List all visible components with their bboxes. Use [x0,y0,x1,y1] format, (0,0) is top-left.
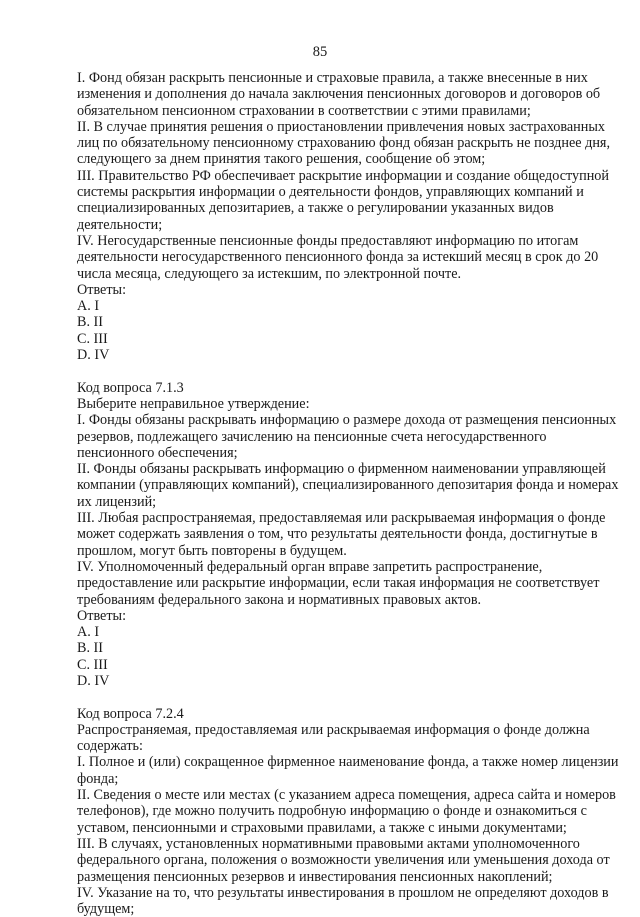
text-line: A. I [77,624,100,641]
text-line: Ответы: [77,281,127,298]
question-block [77,379,619,690]
text-line: деятельности; [77,216,163,233]
text-line: III. В случаях, установленных нормативными правовыми актами уполномоченного [77,835,580,852]
text-line: требованиям федерального закона и нормативных правовых актов. [77,591,482,608]
text-line: изменения и дополнения до начала заключения пенсионных договоров и договоров об [77,86,601,103]
text-line: резервов, подлежащего зачислению на пенсионные счета негосударственного [77,428,547,445]
text-line: федерального органа, положения о возможности увеличения или уменьшения дохода от [77,852,610,869]
text-line: уставом, пенсионными и страховыми правилами, а также с иными документами; [77,819,567,836]
text-line: A. I [77,298,100,315]
text-line: III. Правительство РФ обеспечивает раскрытие информации и создание общедоступной [77,167,609,184]
text-line: обязательном пенсионном страховании в соответствии с этими правилами; [77,102,531,119]
text-line: Код вопроса 7.1.3 [77,379,184,396]
text-line: IV. Указание на то, что результаты инвестирования в прошлом не определяют доходов в [77,884,609,901]
text-line: Ответы: [77,607,127,624]
text-line: D. IV [77,672,110,689]
document-body [77,70,619,917]
text-line: прошлом, могут быть повторены в будущем. [77,542,347,559]
text-line: содержать: [77,738,143,755]
text-line: Код вопроса 7.2.4 [77,705,184,722]
block-gap [77,689,577,705]
text-line: специализированных депозитариев, а также о регулировании указанных видов [77,200,554,217]
text-line: лиц по обязательному пенсионному страхованию фонд обязан раскрыть не позднее дня, [77,135,610,152]
text-line: II. Фонды обязаны раскрывать информацию о фирменном наименовании управляющей [77,461,606,478]
text-line: IV. Негосударственные пенсионные фонды предоставляют информацию по итогам [77,232,579,249]
question-block [77,705,619,917]
text-line: I. Полное и (или) сокращенное фирменное наименование фонда, а также номер лицензии [77,754,619,771]
text-line: III. Любая распространяемая, предоставляемая или раскрываемая информация о фонде [77,510,606,527]
text-line: системы раскрытия информации о деятельности фондов, управляющих компаний и [77,184,584,201]
text-line: будущем; [77,901,135,917]
text-line: их лицензий; [77,493,157,510]
text-line: телефонов), где можно получить подробную информацию о фонде и ознакомиться с [77,803,587,820]
text-line: II. В случае принятия решения о приостановлении привлечения новых застрахованных [77,118,605,135]
text-line: B. II [77,640,104,657]
text-line: B. II [77,314,104,331]
text-line: IV. Уполномоченный федеральный орган вправе запретить распространение, [77,558,543,575]
page-number: 85 [312,44,328,60]
text-line: фонда; [77,770,119,787]
text-line: I. Фонды обязаны раскрывать информацию о размере дохода от размещения пенсионных [77,412,617,429]
block-gap [77,363,577,379]
text-line: I. Фонд обязан раскрыть пенсионные и страховые правила, а также внесенные в них [77,70,588,86]
text-line: Выберите неправильное утверждение: [77,395,310,412]
text-line: размещения пенсионных резервов и инвестирования пенсионных накоплений; [77,868,553,885]
text-line: II. Сведения о месте или местах (с указанием адреса помещения, адреса сайта и номеров [77,787,616,804]
text-line: деятельности негосударственного пенсионного фонда за истекший месяц в срок до 20 [77,249,599,266]
text-line: числа месяца, следующего за истекшим, по электронной почте. [77,265,462,282]
text-line: D. IV [77,347,110,364]
text-line: может содержать заявления о том, что результаты деятельности фонда, достигнутые в [77,526,598,543]
text-line: пенсионного обеспечения; [77,444,238,461]
text-line: C. III [77,656,108,673]
text-line: C. III [77,330,108,347]
text-line: предоставление или раскрытие информации, если такая информация не соответствует [77,575,600,592]
text-line: Распространяемая, предоставляемая или раскрываемая информация о фонде должна [77,721,590,738]
text-line: следующего за днем принятия такого решения, сообщение об этом; [77,151,486,168]
text-line: компании (управляющих компаний), специализированного депозитария фонда и номерах [77,477,619,494]
question-block [77,70,610,364]
